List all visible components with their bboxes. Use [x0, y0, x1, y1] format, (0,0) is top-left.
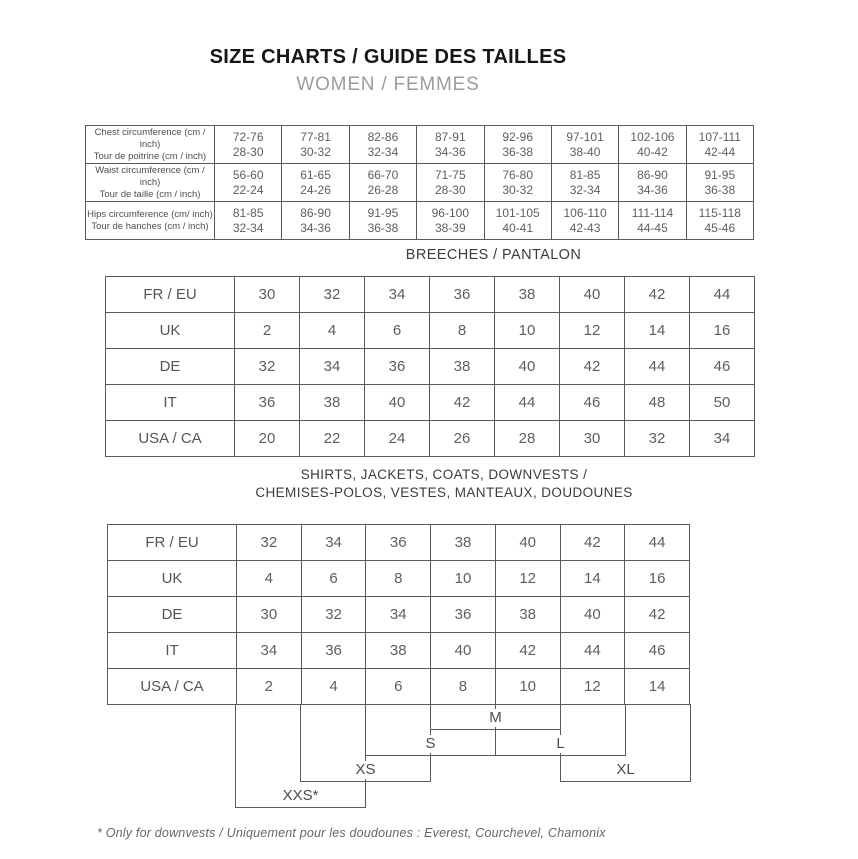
size-value-cell: 26 — [430, 421, 495, 457]
page-subtitle: WOMEN / FEMMES — [296, 74, 480, 95]
size-value-cell: 40 — [560, 597, 625, 633]
shirts-row — [108, 597, 690, 633]
shirts-row-label: DE — [108, 597, 237, 633]
size-value-cell: 4 — [237, 561, 302, 597]
size-value-cell: 10 — [495, 313, 560, 349]
measurement-value-cell: 111-114 44-45 — [619, 202, 686, 240]
measurement-value-cell: 72-76 28-30 — [215, 126, 282, 164]
measurement-value-cell: 61-65 24-26 — [282, 164, 349, 202]
measurement-value-cell: 91-95 36-38 — [686, 164, 753, 202]
size-value-cell: 14 — [625, 313, 690, 349]
size-value-cell: 42 — [625, 277, 690, 313]
breeches-row — [106, 385, 755, 421]
shirts-row-label: USA / CA — [108, 669, 237, 705]
size-value-cell: 44 — [625, 525, 690, 561]
size-bracket-label: S — [416, 735, 444, 753]
measurement-value-cell: 86-90 34-36 — [282, 202, 349, 240]
shirts-row-label: FR / EU — [108, 525, 237, 561]
size-value-cell: 34 — [366, 597, 431, 633]
breeches-row-label: UK — [106, 313, 235, 349]
measurement-value-cell: 76-80 30-32 — [484, 164, 551, 202]
measurement-value-cell: 97-101 38-40 — [551, 126, 618, 164]
size-value-cell: 40 — [495, 525, 560, 561]
size-value-cell: 8 — [430, 313, 495, 349]
measurement-value-cell: 82-86 32-34 — [349, 126, 416, 164]
size-value-cell: 8 — [431, 669, 496, 705]
breeches-heading: BREECHES / PANTALON — [405, 247, 582, 263]
size-value-cell: 42 — [560, 525, 625, 561]
size-value-cell: 38 — [495, 597, 560, 633]
size-value-cell: 36 — [235, 385, 300, 421]
size-value-cell: 36 — [366, 525, 431, 561]
size-value-cell: 32 — [235, 349, 300, 385]
size-value-cell: 46 — [690, 349, 755, 385]
breeches-row — [106, 349, 755, 385]
size-value-cell: 46 — [560, 385, 625, 421]
shirts-heading-line2: CHEMISES-POLOS, VESTES, MANTEAUX, DOUDOUNES — [255, 484, 633, 500]
measurement-value-cell: 81-85 32-34 — [215, 202, 282, 240]
measurements-table — [85, 125, 754, 240]
size-value-cell: 28 — [495, 421, 560, 457]
size-bracket-label: XS — [346, 761, 384, 779]
measurement-row — [86, 202, 754, 240]
size-value-cell: 42 — [430, 385, 495, 421]
size-value-cell: 44 — [560, 633, 625, 669]
size-value-cell: 16 — [625, 561, 690, 597]
size-value-cell: 14 — [625, 669, 690, 705]
measurement-row-label: Hips circumference (cm/ inch) Tour de hanches (cm / inch) — [86, 202, 215, 240]
size-value-cell: 32 — [625, 421, 690, 457]
size-value-cell: 38 — [300, 385, 365, 421]
size-value-cell: 40 — [431, 633, 496, 669]
size-value-cell: 36 — [431, 597, 496, 633]
measurement-value-cell: 107-111 42-44 — [686, 126, 753, 164]
size-value-cell: 42 — [560, 349, 625, 385]
breeches-row-label: DE — [106, 349, 235, 385]
measurement-value-cell: 56-60 22-24 — [215, 164, 282, 202]
measurement-value-cell: 77-81 30-32 — [282, 126, 349, 164]
footnote: * Only for downvests / Uniquement pour les doudounes : Everest, Courchevel, Chamonix — [97, 826, 606, 840]
shirts-row — [108, 561, 690, 597]
size-value-cell: 50 — [690, 385, 755, 421]
size-value-cell: 6 — [366, 669, 431, 705]
page-title: SIZE CHARTS / GUIDE DES TAILLES — [209, 46, 567, 68]
breeches-row — [106, 277, 755, 313]
size-value-cell: 10 — [431, 561, 496, 597]
size-value-cell: 20 — [235, 421, 300, 457]
measurement-value-cell: 86-90 34-36 — [619, 164, 686, 202]
size-value-cell: 30 — [237, 597, 302, 633]
size-value-cell: 32 — [300, 277, 365, 313]
size-value-cell: 36 — [301, 633, 366, 669]
size-value-cell: 40 — [495, 349, 560, 385]
measurement-value-cell: 101-105 40-41 — [484, 202, 551, 240]
size-value-cell: 32 — [237, 525, 302, 561]
breeches-row-label: IT — [106, 385, 235, 421]
size-value-cell: 16 — [690, 313, 755, 349]
measurement-value-cell: 91-95 36-38 — [349, 202, 416, 240]
measurement-value-cell: 106-110 42-43 — [551, 202, 618, 240]
size-value-cell: 6 — [301, 561, 366, 597]
size-value-cell: 44 — [690, 277, 755, 313]
size-value-cell: 44 — [625, 349, 690, 385]
size-value-cell: 38 — [366, 633, 431, 669]
measurement-value-cell: 102-106 40-42 — [619, 126, 686, 164]
breeches-row-label: USA / CA — [106, 421, 235, 457]
size-value-cell: 44 — [495, 385, 560, 421]
breeches-table — [105, 276, 755, 457]
breeches-row-label: FR / EU — [106, 277, 235, 313]
size-value-cell: 34 — [301, 525, 366, 561]
measurement-value-cell: 66-70 26-28 — [349, 164, 416, 202]
measurement-row — [86, 126, 754, 164]
size-value-cell: 34 — [237, 633, 302, 669]
measurement-value-cell: 115-118 45-46 — [686, 202, 753, 240]
size-value-cell: 36 — [430, 277, 495, 313]
breeches-row — [106, 313, 755, 349]
shirts-heading — [200, 466, 688, 501]
measurement-value-cell: 81-85 32-34 — [551, 164, 618, 202]
size-value-cell: 2 — [235, 313, 300, 349]
shirts-row-label: IT — [108, 633, 237, 669]
size-value-cell: 38 — [430, 349, 495, 385]
size-value-cell: 12 — [560, 669, 625, 705]
shirts-row — [108, 525, 690, 561]
size-value-cell: 46 — [625, 633, 690, 669]
measurement-row — [86, 164, 754, 202]
measurement-value-cell: 71-75 28-30 — [417, 164, 484, 202]
size-bracket-label: XXS* — [274, 787, 328, 805]
size-value-cell: 12 — [560, 313, 625, 349]
shirts-heading-line1: SHIRTS, JACKETS, COATS, DOWNVESTS / — [300, 467, 588, 482]
shirts-row-label: UK — [108, 561, 237, 597]
shirts-table — [107, 524, 690, 705]
size-bracket-label: XL — [607, 761, 643, 779]
shirts-row — [108, 669, 690, 705]
size-value-cell: 48 — [625, 385, 690, 421]
breeches-row — [106, 421, 755, 457]
measurement-row-label: Waist circumference (cm / inch) Tour de taille (cm / inch) — [86, 164, 215, 202]
size-value-cell: 4 — [300, 313, 365, 349]
size-value-cell: 40 — [560, 277, 625, 313]
size-value-cell: 42 — [495, 633, 560, 669]
size-bracket-label: L — [547, 735, 573, 753]
size-value-cell: 24 — [365, 421, 430, 457]
size-value-cell: 12 — [495, 561, 560, 597]
size-value-cell: 38 — [495, 277, 560, 313]
size-value-cell: 22 — [300, 421, 365, 457]
size-value-cell: 30 — [560, 421, 625, 457]
size-value-cell: 42 — [625, 597, 690, 633]
size-value-cell: 40 — [365, 385, 430, 421]
measurement-value-cell: 87-91 34-36 — [417, 126, 484, 164]
shirts-row — [108, 633, 690, 669]
size-value-cell: 34 — [300, 349, 365, 385]
measurement-value-cell: 96-100 38-39 — [417, 202, 484, 240]
size-group-brackets — [235, 704, 690, 814]
measurement-row-label: Chest circumference (cm / inch) Tour de poitrine (cm / inch) — [86, 126, 215, 164]
size-value-cell: 34 — [365, 277, 430, 313]
size-value-cell: 30 — [235, 277, 300, 313]
size-value-cell: 8 — [366, 561, 431, 597]
size-value-cell: 10 — [495, 669, 560, 705]
size-value-cell: 36 — [365, 349, 430, 385]
size-value-cell: 6 — [365, 313, 430, 349]
size-bracket-xl — [560, 704, 691, 782]
size-value-cell: 34 — [690, 421, 755, 457]
size-value-cell: 2 — [237, 669, 302, 705]
size-value-cell: 38 — [431, 525, 496, 561]
size-value-cell: 4 — [301, 669, 366, 705]
measurement-value-cell: 92-96 36-38 — [484, 126, 551, 164]
size-bracket-label: M — [480, 709, 511, 727]
size-value-cell: 32 — [301, 597, 366, 633]
size-value-cell: 14 — [560, 561, 625, 597]
